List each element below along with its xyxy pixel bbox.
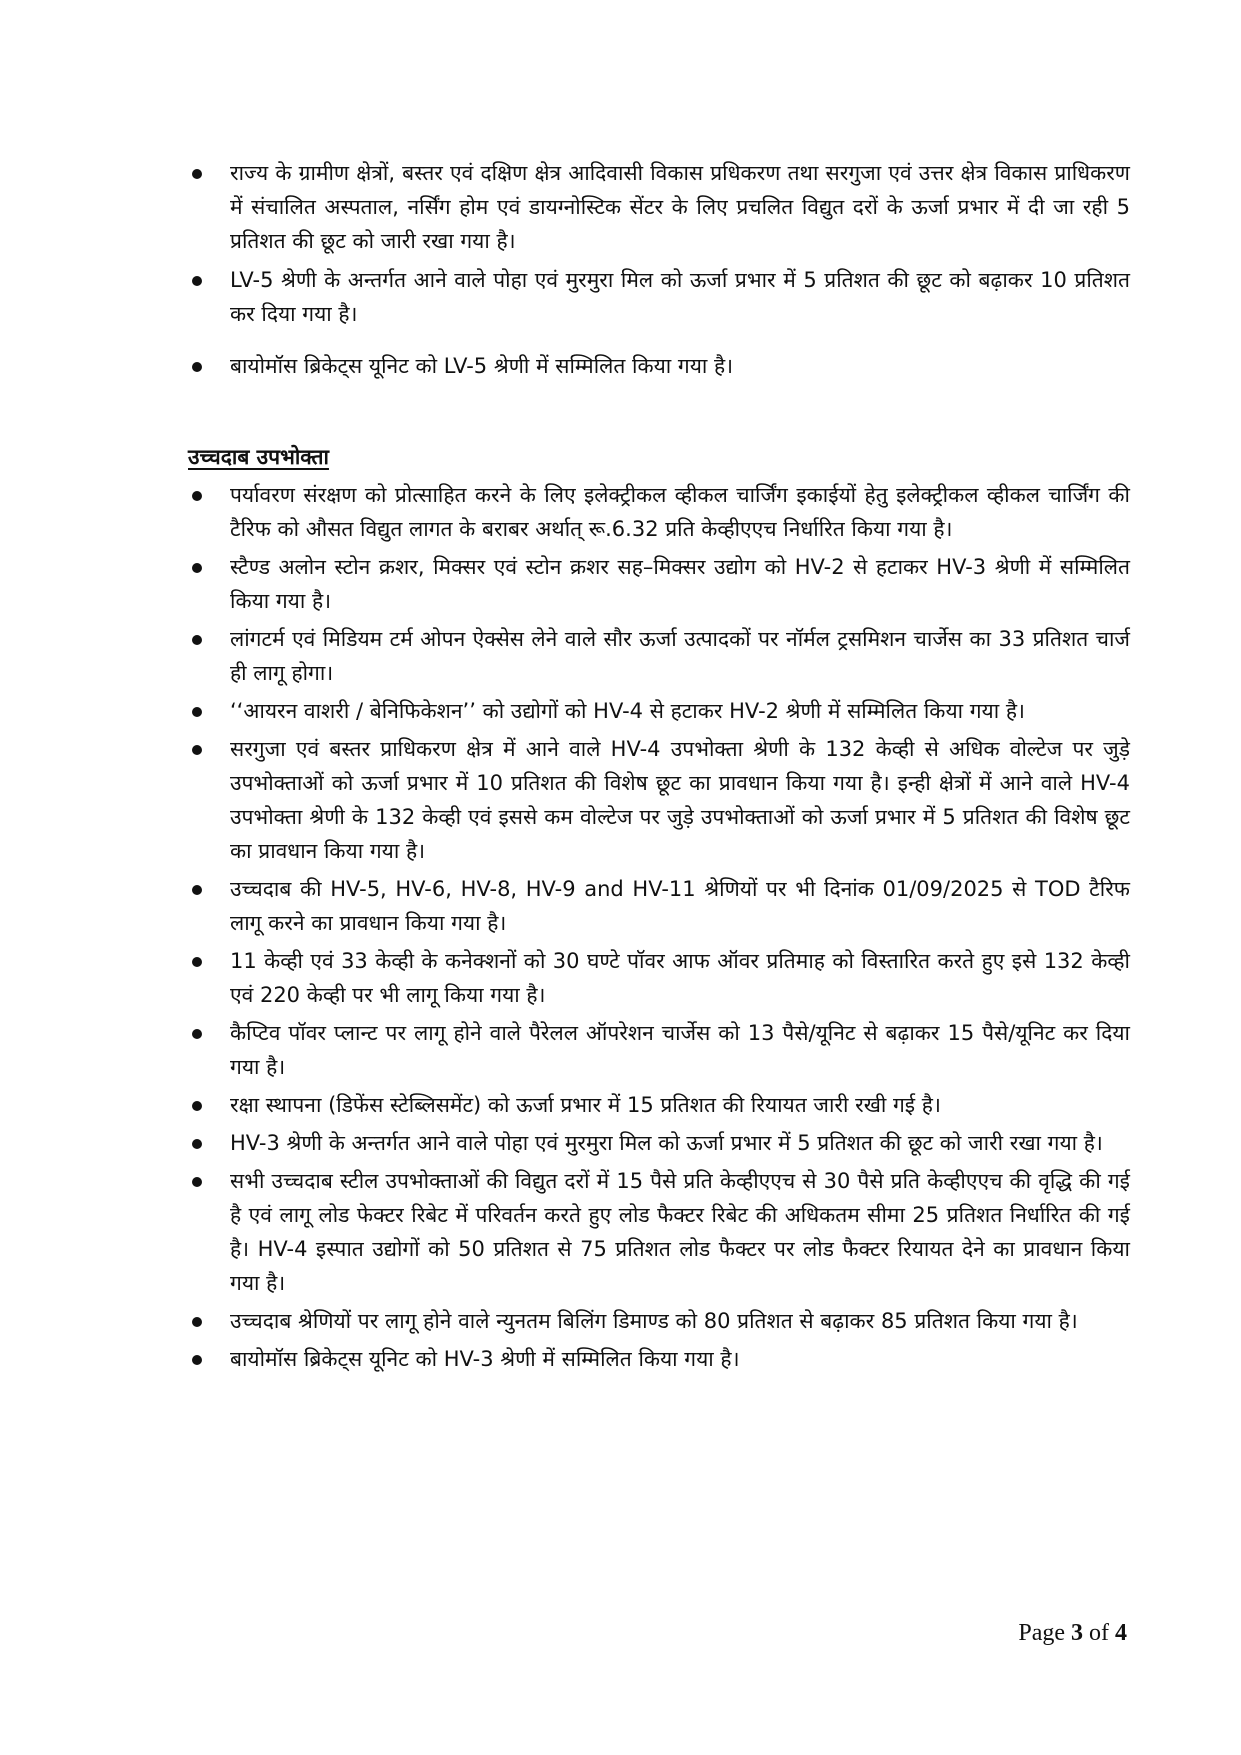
bullet-icon xyxy=(192,1355,202,1365)
list-item xyxy=(188,1088,1130,1122)
bullet-icon xyxy=(192,1139,202,1149)
list-item-text: स्टैण्ड अलोन स्टोन क्रशर, मिक्सर एवं स्टोन क्रशर सह–मिक्सर उद्योग को HV-2 से हटाकर HV-3 श्रेणी में सम्मिलित किया गया है। xyxy=(230,555,1130,613)
current-page-number: 3 xyxy=(1071,1620,1083,1646)
bullet-icon xyxy=(192,1317,202,1327)
bullet-icon xyxy=(192,563,202,573)
list-item-text: लांगटर्म एवं मिडियम टर्म ओपन ऐक्सेस लेने वाले सौर ऊर्जा उत्पादकों पर नॉर्मल ट्रसमिशन चार्जेस का 33 प्रतिशत चार्ज ही लागू होगा। xyxy=(230,627,1130,685)
bullet-icon xyxy=(192,491,202,501)
bullet-icon xyxy=(192,707,202,717)
list-item-text: HV-3 श्रेणी के अन्तर्गत आने वाले पोहा एवं मुरमुरा मिल को ऊर्जा प्रभार में 5 प्रतिशत की छूट को जारी रखा गया है। xyxy=(230,1131,1103,1155)
list-item-text: ‘‘आयरन वाशरी / बेनिफिकेशन’’ को उद्योगों को HV-4 से हटाकर HV-2 श्रेणी में सम्मिलित किया गया है। xyxy=(230,699,1025,723)
hv-bullet-section xyxy=(188,478,1130,1380)
bullet-icon xyxy=(192,1029,202,1039)
list-item-text: उच्चदाब श्रेणियों पर लागू होने वाले न्युनतम बिलिंग डिमाण्ड को 80 प्रतिशत से बढ़ाकर 85 प्रतिशत किया गया है। xyxy=(230,1309,1078,1333)
list-item xyxy=(188,1126,1130,1160)
list-item xyxy=(188,694,1130,728)
list-item xyxy=(188,263,1130,331)
bullet-icon xyxy=(192,885,202,895)
list-item-text: बायोमॉस ब्रिकेट्स यूनिट को LV-5 श्रेणी में सम्मिलित किया गया है। xyxy=(230,354,734,378)
bullet-icon xyxy=(192,169,202,179)
list-item-text: कैप्टिव पॉवर प्लान्ट पर लागू होने वाले पैरेलल ऑपरेशन चार्जेस को 13 पैसे/यूनिट से बढ़ाकर 15 पैसे/यूनिट कर दिया गया है। xyxy=(230,1021,1130,1079)
bullet-icon xyxy=(192,362,202,372)
lv-bullet-list xyxy=(188,156,1130,383)
hv-bullet-list xyxy=(188,478,1130,1376)
list-item-text: सभी उच्चदाब स्टील उपभोक्ताओं की विद्युत दरों में 15 पैसे प्रति केव्हीएएच से 30 पैसे प्रति केव्हीएएच की वृद्धि की गई है एवं लागू लोड फेक्टर रिबेट में परिवर्तन करते हुए लोड फैक्टर रिबेट की अधिकतम सीमा 25 प्रतिशत निर्धारित की गई है। HV-4 इस्पात उद्योगों को 50 प्रतिशत से 75 प्रतिशत लोड फैक्टर पर लोड फैक्टर रियायत देने का प्रावधान किया गया है। xyxy=(230,1169,1130,1295)
list-item-text: 11 केव्ही एवं 33 केव्ही के कनेक्शनों को 30 घण्टे पॉवर आफ ऑवर प्रतिमाह को विस्तारित करते हुए इसे 132 केव्ही एवं 220 केव्ही पर भी लागू किया गया है। xyxy=(230,949,1130,1007)
list-item xyxy=(188,478,1130,546)
list-item xyxy=(188,156,1130,258)
list-item xyxy=(188,550,1130,618)
list-item-text: LV-5 श्रेणी के अन्तर्गत आने वाले पोहा एवं मुरमुरा मिल को ऊर्जा प्रभार में 5 प्रतिशत की छूट को बढ़ाकर 10 प्रतिशत कर दिया गया है। xyxy=(230,268,1130,326)
list-item xyxy=(188,1304,1130,1338)
list-item xyxy=(188,349,1130,383)
total-pages-number: 4 xyxy=(1115,1620,1127,1646)
page-number-footer xyxy=(1018,1618,1127,1648)
bullet-icon xyxy=(192,745,202,755)
list-item-text: रक्षा स्थापना (डिफेंस स्टेब्लिसमेंट) को ऊर्जा प्रभार में 15 प्रतिशत की रियायत जारी रखी गई है। xyxy=(230,1093,941,1117)
list-item xyxy=(188,1164,1130,1300)
page-word: Page xyxy=(1018,1620,1065,1646)
lv-bullet-section xyxy=(188,156,1130,388)
list-item xyxy=(188,944,1130,1012)
section-heading: उच्चदाब उपभोक्ता xyxy=(188,445,329,469)
of-word: of xyxy=(1089,1620,1109,1646)
list-item-text: सरगुजा एवं बस्तर प्राधिकरण क्षेत्र में आने वाले HV-4 उपभोक्ता श्रेणी के 132 केव्ही से अधिक वोल्टेज पर जुड़े उपभोक्ताओं को ऊर्जा प्रभार में 10 प्रतिशत की विशेष छूट का प्रावधान किया गया है। इन्ही क्षेत्रों में आने वाले HV-4 उपभोक्ता श्रेणी के 132 केव्ही एवं इससे कम वोल्टेज पर जुड़े उपभोक्ताओं को ऊर्जा प्रभार में 5 प्रतिशत की विशेष छूट का प्रावधान किया गया है। xyxy=(230,737,1130,863)
list-item-text: राज्य के ग्रामीण क्षेत्रों, बस्तर एवं दक्षिण क्षेत्र आदिवासी विकास प्रधिकरण तथा सरगुजा एवं उत्तर क्षेत्र विकास प्राधिकरण में संचालित अस्पताल, नर्सिंग होम एवं डायग्नोस्टिक सेंटर के लिए प्रचलित विद्युत दरों के ऊर्जा प्रभार में दी जा रही 5 प्रतिशत की छूट को जारी रखा गया है। xyxy=(230,161,1130,253)
list-item-text: बायोमॉस ब्रिकेट्स यूनिट को HV-3 श्रेणी में सम्मिलित किया गया है। xyxy=(230,1347,740,1371)
list-item xyxy=(188,1016,1130,1084)
list-item xyxy=(188,1342,1130,1376)
list-item-text: उच्चदाब की HV-5, HV-6, HV-8, HV-9 and HV-11 श्रेणियों पर भी दिनांक 01/09/2025 से TOD टैरिफ लागू करने का प्रावधान किया गया है। xyxy=(230,877,1130,935)
list-item xyxy=(188,872,1130,940)
list-item xyxy=(188,732,1130,868)
list-item xyxy=(188,622,1130,690)
bullet-icon xyxy=(192,635,202,645)
bullet-icon xyxy=(192,276,202,286)
bullet-icon xyxy=(192,957,202,967)
bullet-icon xyxy=(192,1101,202,1111)
bullet-icon xyxy=(192,1177,202,1187)
list-item-text: पर्यावरण संरक्षण को प्रोत्साहित करने के लिए इलेक्ट्रीकल व्हीकल चार्जिंग इकाईयों हेतु इलेक्ट्रीकल व्हीकल चार्जिंग की टैरिफ को औसत विद्युत लागत के बराबर अर्थात् रू.6.32 प्रति केव्हीएएच निर्धारित किया गया है। xyxy=(230,483,1130,541)
